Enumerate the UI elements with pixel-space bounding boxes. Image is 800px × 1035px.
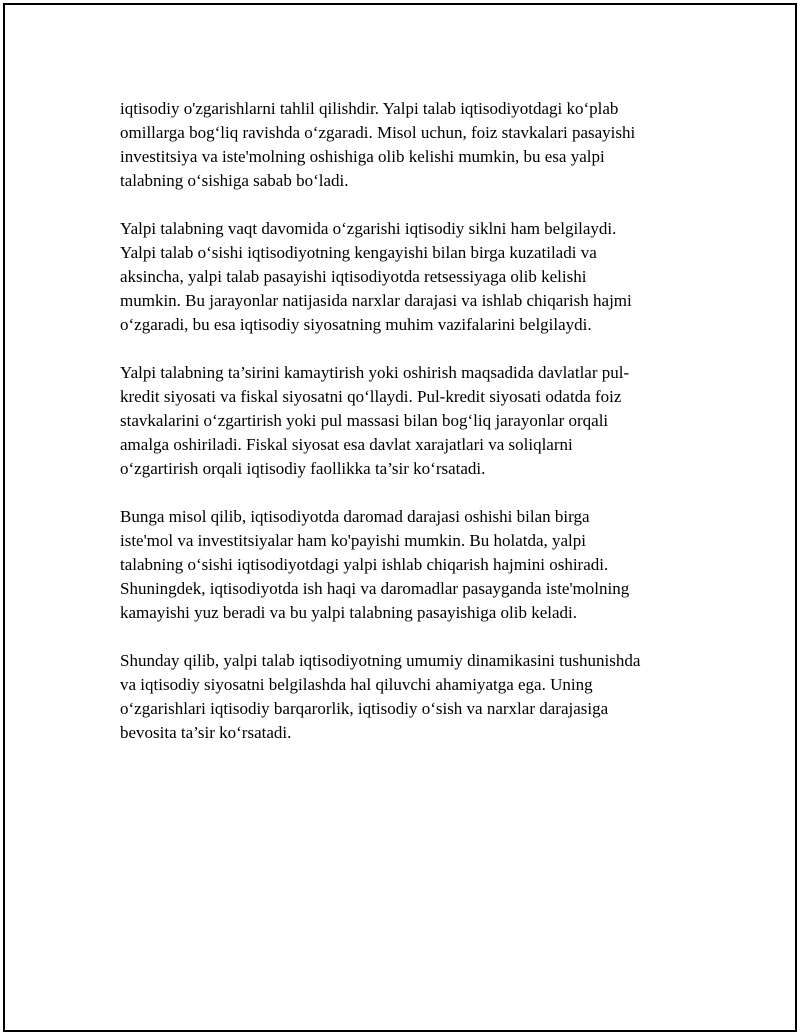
paragraph: iqtisodiy o'zgarishlarni tahlil qilishdir. Yalpi talab iqtisodiyotdagi ko‘plab omillarga bog‘liq ravishda o‘zgaradi. Misol uchun, foiz stavkalari pasayishi investitsiya va iste'molning oshishiga olib kelishi mumkin, bu esa yalpi talabning o‘sishiga sabab bo‘ladi.: [120, 99, 636, 190]
document-body: [120, 97, 680, 745]
paragraph: Yalpi talabning vaqt davomida o‘zgarishi iqtisodiy siklni ham belgilaydi. Yalpi talab o‘sishi iqtisodiyotning kengayishi bilan birga kuzatiladi va aksincha, yalpi talab pasayishi iqtisodiyotda retsessiyaga olib kelishi mumkin. Bu jarayonlar natijasida narxlar darajasi va ishlab chiqarish hajmi o‘zgaradi, bu esa iqtisodiy siyosatning muhim vazifalarini belgilaydi.: [120, 219, 632, 334]
paragraph: Bunga misol qilib, iqtisodiyotda daromad darajasi oshishi bilan birga iste'mol va investitsiyalar ham ko'payishi mumkin. Bu holatda, yalpi talabning o‘sishi iqtisodiyotdagi yalpi ishlab chiqarish hajmini oshiradi. Shuningdek, iqtisodiyotda ish haqi va daromadlar pasayganda iste'molning kamayishi yuz beradi va bu yalpi talabning pasayishiga olib keladi.: [120, 507, 630, 622]
paragraph: Yalpi talabning ta’sirini kamaytirish yoki oshirish maqsadida davlatlar pul- kredit siyosati va fiskal siyosatni qo‘llaydi. Pul-kredit siyosati odatda foiz stavkalarini o‘zgartirish yoki pul massasi bilan bog‘liq jarayonlar orqali amalga oshiriladi. Fiskal siyosat esa davlat xarajatlari va soliqlarni o‘zgartirish orqali iqtisodiy faollikka ta’sir ko‘rsatadi.: [120, 363, 630, 478]
document-page: [3, 3, 797, 1032]
paragraph: Shunday qilib, yalpi talab iqtisodiyotning umumiy dinamikasini tushunishda va iqtisodiy siyosatni belgilashda hal qiluvchi ahamiyatga ega. Uning o‘zgarishlari iqtisodiy barqarorlik, iqtisodiy o‘sish va narxlar darajasiga bevosita ta’sir ko‘rsatadi.: [120, 651, 641, 742]
